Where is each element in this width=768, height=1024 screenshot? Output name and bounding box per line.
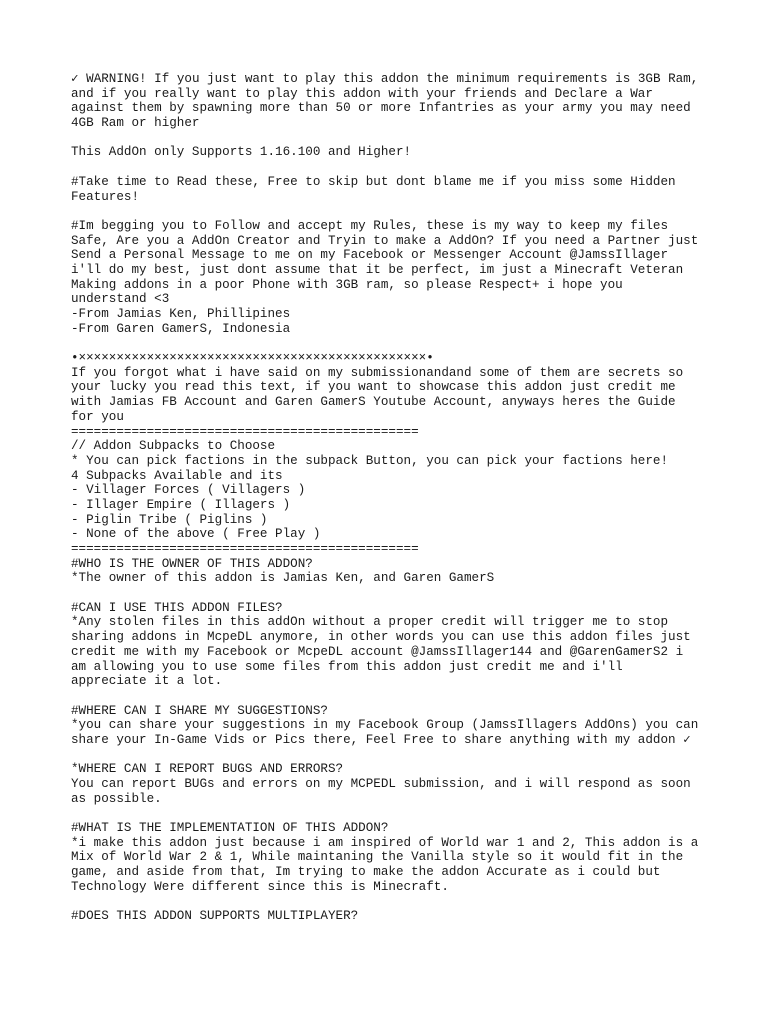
text-line: #WHERE CAN I SHARE MY SUGGESTIONS? (71, 703, 328, 718)
text-line: 4 Subpacks Available and its (71, 468, 283, 483)
text-line: Technology Were different since this is Minecraft. (71, 879, 449, 894)
text-line: -From Garen GamerS, Indonesia (71, 321, 291, 336)
text-line: share your In-Game Vids or Pics there, Feel Free to share anything with my addon ✓ (71, 732, 691, 747)
text-line: - Illager Empire ( Illagers ) (71, 497, 291, 512)
text-line: #Im begging you to Follow and accept my Rules, these is my way to keep my files (71, 218, 669, 233)
text-line: #CAN I USE THIS ADDON FILES? (71, 600, 283, 615)
text-line: This AddOn only Supports 1.16.100 and Higher! (71, 145, 412, 160)
text-line: ============================================== (71, 542, 419, 556)
text-line: as possible. (71, 791, 162, 806)
text-line: •××××××××××××××××××××××××××××××××××××××××××××××• (71, 351, 434, 366)
text-line: You can report BUGs and errors on my MCPEDL submission, and i will respond as soon (71, 777, 691, 791)
text-line: credit me with my Facebook or McpeDL account @JamssIllager144 and @GarenGamerS2 i (71, 644, 684, 659)
text-line: and if you really want to play this addon with your friends and Declare a War (71, 86, 653, 101)
text-line: against them by spawning more than 50 or more Infantries as your army you may need (71, 101, 691, 116)
text-line: understand <3 (71, 292, 170, 307)
text-line: with Jamias FB Account and Garen GamerS Youtube Account, anyways heres the Guide (71, 395, 676, 410)
text-line: *WHERE CAN I REPORT BUGS AND ERRORS? (71, 762, 344, 777)
text-line: * You can pick factions in the subpack Button, you can pick your factions here! (71, 453, 669, 468)
text-line: i'll do my best, just dont assume that it be perfect, im just a Minecraft Veteran (71, 262, 684, 277)
text-line: Making addons in a poor Phone with 3GB ram, so please Respect+ i hope you (71, 277, 623, 292)
text-line: 4GB Ram or higher (71, 116, 200, 131)
text-line: game, and aside from that, Im trying to make the addon Accurate as i could but (71, 865, 661, 880)
text-line: // Addon Subpacks to Choose (71, 439, 276, 454)
text-line: *Any stolen files in this addOn without a proper credit will trigger me to stop (71, 615, 669, 630)
text-line: for you (71, 409, 124, 424)
text-line: #Take time to Read these, Free to skip but dont blame me if you miss some Hidden (71, 174, 676, 189)
text-line: *The owner of this addon is Jamias Ken, and Garen GamerS (71, 571, 495, 586)
text-line: am allowing you to use some files from this addon just credit me and i'll (71, 659, 623, 674)
blank-line (71, 748, 731, 763)
text-line: Send a Personal Message to me on my Facebook or Messenger Account @JamssIllager (71, 248, 669, 263)
text-line: - Villager Forces ( Villagers ) (71, 483, 306, 498)
blank-line (71, 689, 731, 704)
blank-line (71, 160, 731, 175)
text-line: If you forgot what i have said on my submissionandand some of them are secrets so (71, 365, 684, 380)
text-line: sharing addons in McpeDL anymore, in other words you can use this addon files just (71, 630, 691, 645)
document-body (71, 72, 731, 924)
text-line: - None of the above ( Free Play ) (71, 527, 321, 542)
text-line: Mix of World War 2 & 1, While maintaning the Vanilla style so it would fit in the (71, 850, 684, 865)
text-line: -From Jamias Ken, Phillipines (71, 307, 291, 321)
text-line: appreciate it a lot. (71, 674, 223, 689)
text-line: - Piglin Tribe ( Piglins ) (71, 512, 268, 527)
text-line: #DOES THIS ADDON SUPPORTS MULTIPLAYER? (71, 909, 359, 924)
blank-line (71, 131, 731, 146)
text-line: Safe, Are you a AddOn Creator and Tryin to make a AddOn? If you need a Partner just (71, 233, 699, 248)
text-line: #WHAT IS THE IMPLEMENTATION OF THIS ADDON? (71, 821, 389, 836)
blank-line (71, 806, 731, 821)
text-line: ============================================== (71, 424, 419, 439)
blank-line (71, 586, 731, 601)
text-line: #WHO IS THE OWNER OF THIS ADDON? (71, 556, 313, 571)
text-line: *i make this addon just because i am inspired of World war 1 and 2, This addon is a (71, 835, 699, 850)
blank-line (71, 336, 731, 351)
blank-line (71, 895, 731, 910)
blank-line (71, 204, 731, 219)
text-line: ✓ WARNING! If you just want to play this addon the minimum requirements is 3GB Ram, (71, 72, 699, 86)
text-line: your lucky you read this text, if you want to showcase this addon just credit me (71, 380, 676, 395)
text-line: *you can share your suggestions in my Facebook Group (JamssIllagers AddOns) you can (71, 718, 699, 733)
text-line: Features! (71, 189, 140, 204)
